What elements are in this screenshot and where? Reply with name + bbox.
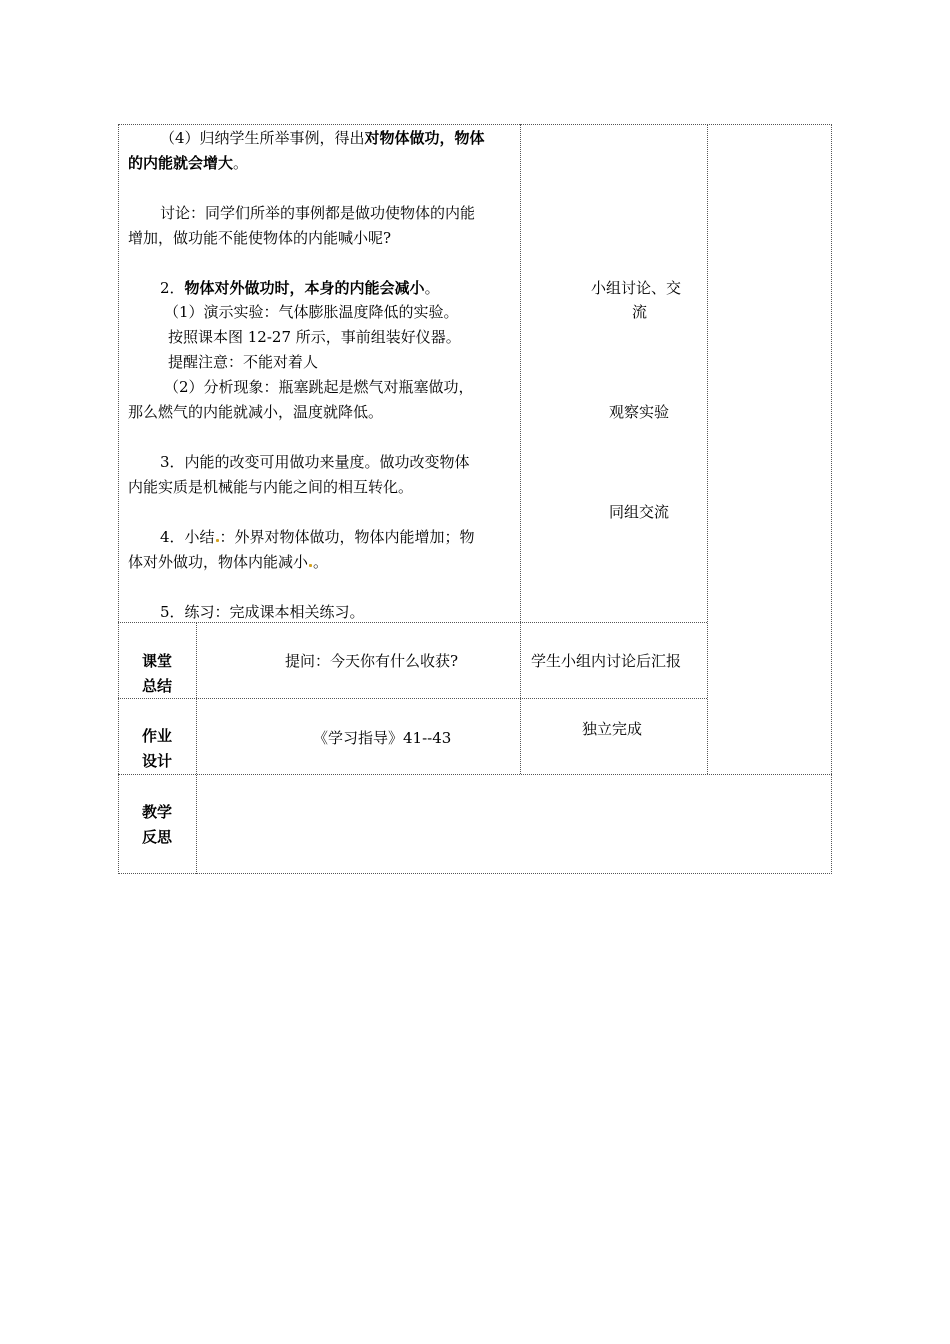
homework-label-line2: 设计 [141, 752, 172, 770]
paragraph-4-line1: （4）归纳学生所举事例，得出对物体做功，物体 [160, 129, 485, 147]
discussion-line1: 讨论：同学们所举的事例都是做功使物体的内能 [160, 204, 476, 222]
point-5: 5．练习：完成课本相关练习。 [160, 603, 365, 621]
point-2-analysis-line2: 那么燃气的内能就减小，温度就降低。 [128, 403, 384, 421]
student-activity-2: 观察实验 [609, 403, 670, 421]
homework-activity: 独立完成 [582, 720, 643, 738]
point-4-line2: 体对外做功，物体内能减小 。 [128, 553, 329, 571]
point-2-setup: 按照课本图 12-27 所示，事前组装好仪器。 [168, 328, 461, 346]
homework-label-line1: 作业 [141, 727, 172, 745]
summary-content: 提问：今天你有什么收获? [285, 652, 459, 670]
point-3-line1: 3．内能的改变可用做功来量度。做功改变物体 [160, 453, 470, 471]
summary-label-line2: 总结 [141, 677, 172, 695]
grid-line [520, 124, 521, 774]
grid-line [118, 698, 707, 699]
grid-line [707, 124, 708, 774]
student-activity-1a: 小组讨论、交 [591, 279, 682, 297]
point-4-line1: 4．小结 ：外界对物体做功，物体内能增加；物 [160, 528, 475, 546]
paragraph-4-line2: 的内能就会增大。 [128, 154, 249, 172]
summary-activity: 学生小组内讨论后汇报 [531, 652, 682, 670]
point-3-line2: 内能实质是机械能与内能之间的相互转化。 [128, 478, 414, 496]
homework-content: 《学习指导》41--43 [313, 729, 452, 747]
reflection-label-line2: 反思 [141, 828, 172, 846]
grid-line [118, 774, 832, 775]
reflection-label-line1: 教学 [141, 803, 172, 821]
point-2-experiment: （1）演示实验：气体膨胀温度降低的实验。 [164, 303, 459, 321]
student-activity-3: 同组交流 [609, 503, 670, 521]
grid-line [196, 622, 197, 874]
student-activity-1b: 流 [632, 303, 648, 321]
point-2-heading: 2．物体对外做功时，本身的内能会减小。 [160, 279, 440, 297]
summary-label-line1: 课堂 [141, 652, 172, 670]
mark-icon [216, 539, 219, 542]
point-2-analysis-line1: （2）分析现象：瓶塞跳起是燃气对瓶塞做功， [164, 378, 474, 396]
mark-icon [309, 564, 312, 567]
point-2-caution: 提醒注意：不能对着人 [168, 353, 319, 371]
discussion-line2: 增加，做功能不能使物体的内能喊小呢? [128, 229, 392, 247]
